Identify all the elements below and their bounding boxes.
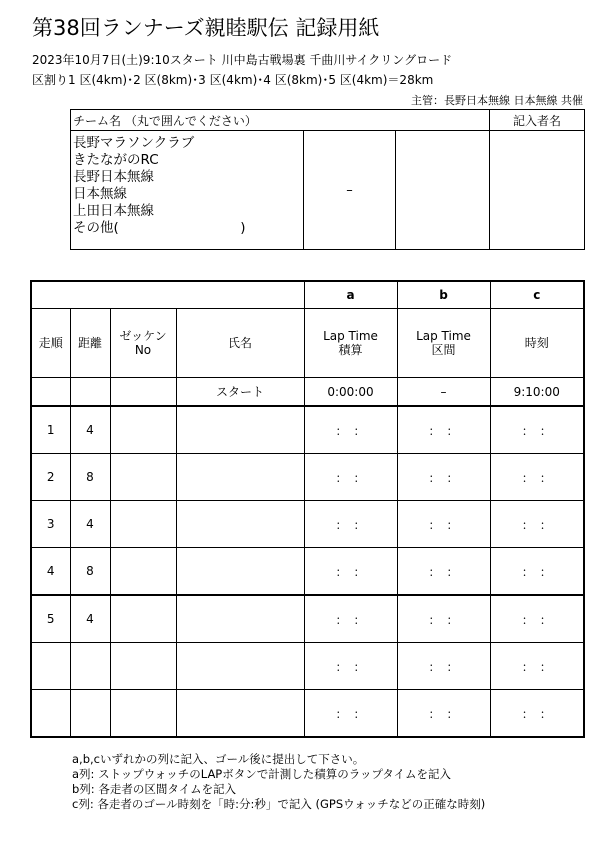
header-name: 氏名: [176, 309, 304, 378]
header-clock: 時刻: [490, 309, 584, 378]
row-lap-split[interactable]: ： ：: [397, 406, 490, 454]
row-lap-split[interactable]: ： ：: [397, 501, 490, 548]
team-option[interactable]: 日本無線: [73, 186, 127, 202]
row-bib-input[interactable]: [110, 690, 176, 738]
header-distance: 距離: [70, 309, 110, 378]
note-line: b列: 各走者の区間タイムを記入: [72, 782, 237, 796]
row-clock[interactable]: ： ：: [490, 501, 584, 548]
col-letter-a: a: [304, 281, 397, 309]
row-order: 3: [31, 501, 70, 548]
team-header: チーム名 （丸で囲んでください）: [71, 110, 490, 131]
row-name-input[interactable]: [176, 548, 304, 596]
start-c: 9:10:00: [490, 378, 584, 407]
note-line: a,b,cいずれかの列に記入、ゴール後に提出して下さい。: [72, 752, 365, 766]
team-option[interactable]: 上田日本無線: [73, 203, 154, 219]
row-lap-split[interactable]: ： ：: [397, 690, 490, 738]
table-row: [31, 595, 584, 643]
table-row: [31, 643, 584, 690]
recorder-name-cell[interactable]: [490, 131, 585, 250]
team-blank-cell[interactable]: [396, 131, 490, 250]
start-label: スタート: [176, 378, 304, 407]
row-lap-total[interactable]: ： ：: [304, 595, 397, 643]
row-order: [31, 690, 70, 738]
row-lap-total[interactable]: ： ：: [304, 643, 397, 690]
row-order: 4: [31, 548, 70, 596]
row-lap-total[interactable]: ： ：: [304, 501, 397, 548]
team-option[interactable]: その他( ): [73, 220, 246, 236]
row-bib-input[interactable]: [110, 454, 176, 501]
header-lap-split: [397, 309, 490, 378]
table-row: [31, 454, 584, 501]
header-bib: [110, 309, 176, 378]
table-row: [31, 690, 584, 738]
row-bib-input[interactable]: [110, 406, 176, 454]
row-distance: [70, 643, 110, 690]
row-distance: 8: [70, 454, 110, 501]
row-name-input[interactable]: [176, 406, 304, 454]
table-row: [31, 406, 584, 454]
row-clock[interactable]: ： ：: [490, 643, 584, 690]
table-row: [31, 501, 584, 548]
date-line: 2023年10月7日(土)9:10スタート 川中島古戦場裏 千曲川サイクリングロード: [32, 53, 453, 67]
row-lap-total[interactable]: ： ：: [304, 548, 397, 596]
row-clock[interactable]: ： ：: [490, 406, 584, 454]
row-lap-total[interactable]: ： ：: [304, 690, 397, 738]
start-a: 0:00:00: [304, 378, 397, 407]
sections-line: 区割り1 区(4km)･2 区(8km)･3 区(4km)･4 区(8km)･5 区(4km)＝28km: [32, 73, 434, 87]
row-lap-split[interactable]: ： ：: [397, 643, 490, 690]
row-order: 1: [31, 406, 70, 454]
row-clock[interactable]: ： ：: [490, 690, 584, 738]
team-list[interactable]: [71, 131, 304, 250]
team-option[interactable]: 長野マラソンクラブ: [73, 135, 195, 151]
header-lap-total-line2: 積算: [338, 343, 363, 357]
row-clock[interactable]: ： ：: [490, 595, 584, 643]
row-name-input[interactable]: [176, 690, 304, 738]
recorder-header: 記入者名: [490, 110, 585, 131]
header-lap-split-line2: 区間: [431, 343, 456, 357]
row-name-input[interactable]: [176, 454, 304, 501]
team-option[interactable]: きたながのRC: [73, 152, 159, 168]
row-bib-input[interactable]: [110, 643, 176, 690]
team-dash: –: [304, 131, 396, 250]
header-bib-line1: ゼッケン: [119, 329, 167, 343]
header-order: 走順: [31, 309, 70, 378]
row-name-input[interactable]: [176, 501, 304, 548]
row-lap-split[interactable]: ： ：: [397, 454, 490, 501]
header-lap-total: [304, 309, 397, 378]
row-distance: 8: [70, 548, 110, 596]
row-lap-split[interactable]: ： ：: [397, 548, 490, 596]
row-distance: 4: [70, 406, 110, 454]
row-lap-total[interactable]: ： ：: [304, 406, 397, 454]
col-letter-b: b: [397, 281, 490, 309]
row-order: [31, 643, 70, 690]
note-line: c列: 各走者のゴール時刻を「時:分:秒」で記入 (GPSウォッチなどの正確な時刻): [72, 797, 486, 811]
start-order: [31, 378, 70, 407]
header-bib-line2: No: [134, 343, 152, 357]
row-distance: 4: [70, 595, 110, 643]
col-letter-c: c: [490, 281, 584, 309]
header-lap-split-line1: Lap Time: [416, 329, 471, 343]
row-name-input[interactable]: [176, 643, 304, 690]
page-title: 第38回ランナーズ親睦駅伝 記録用紙: [32, 16, 380, 40]
row-lap-split[interactable]: ： ：: [397, 595, 490, 643]
row-clock[interactable]: ： ：: [490, 454, 584, 501]
record-table: [30, 280, 585, 738]
header-lap-total-line1: Lap Time: [323, 329, 378, 343]
row-bib-input[interactable]: [110, 501, 176, 548]
row-clock[interactable]: ： ：: [490, 548, 584, 596]
start-b: –: [397, 378, 490, 407]
row-bib-input[interactable]: [110, 595, 176, 643]
organizer-line: 主管：長野日本無線 日本無線 共催: [411, 94, 583, 107]
note-line: a列: ストップウォッチのLAPボタンで計測した積算のラップタイムを記入: [72, 767, 451, 781]
table-row: [31, 548, 584, 596]
row-order: 5: [31, 595, 70, 643]
notes: [72, 752, 485, 812]
team-option[interactable]: 長野日本無線: [73, 169, 154, 185]
letter-blank: [31, 281, 304, 309]
row-bib-input[interactable]: [110, 548, 176, 596]
start-distance: [70, 378, 110, 407]
row-lap-total[interactable]: ： ：: [304, 454, 397, 501]
row-name-input[interactable]: [176, 595, 304, 643]
start-bib: [110, 378, 176, 407]
row-order: 2: [31, 454, 70, 501]
team-table: [70, 109, 585, 250]
row-distance: [70, 690, 110, 738]
row-distance: 4: [70, 501, 110, 548]
